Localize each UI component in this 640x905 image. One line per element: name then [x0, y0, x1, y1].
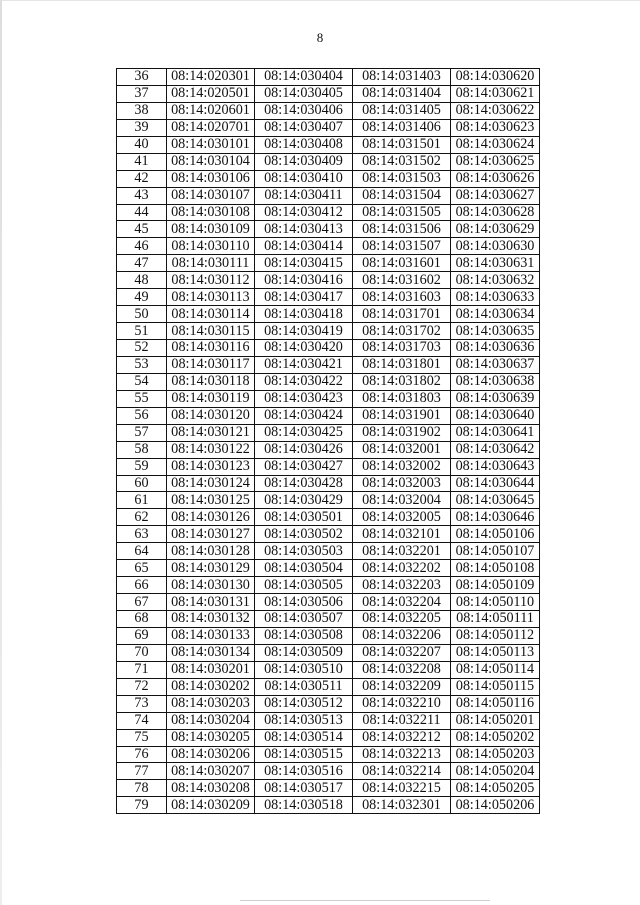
table-row — [117, 323, 540, 340]
table-row — [117, 611, 540, 628]
table-row — [117, 458, 540, 475]
row-number-cell: 53 — [117, 356, 167, 373]
table-row — [117, 170, 540, 187]
cadastral-number-cell-1: 08:14:030115 — [167, 323, 255, 340]
row-number-cell: 68 — [117, 611, 167, 628]
cadastral-number-cell-2: 08:14:030507 — [255, 611, 353, 628]
table-row — [117, 695, 540, 712]
cadastral-number-cell-3: 08:14:032201 — [353, 543, 451, 560]
table-row — [117, 289, 540, 306]
row-number-cell: 79 — [117, 797, 167, 814]
cadastral-number-cell-2: 08:14:030508 — [255, 627, 353, 644]
cadastral-number-cell-1: 08:14:030109 — [167, 221, 255, 238]
cadastral-number-cell-2: 08:14:030414 — [255, 238, 353, 255]
cadastral-number-cell-1: 08:14:030101 — [167, 136, 255, 153]
cadastral-number-cell-4: 08:14:030639 — [451, 390, 540, 407]
cadastral-number-cell-2: 08:14:030411 — [255, 187, 353, 204]
cadastral-number-cell-2: 08:14:030420 — [255, 340, 353, 357]
cadastral-number-cell-1: 08:14:030117 — [167, 356, 255, 373]
row-number-cell: 63 — [117, 526, 167, 543]
cadastral-number-cell-1: 08:14:030127 — [167, 526, 255, 543]
cadastral-number-cell-1: 08:14:030122 — [167, 441, 255, 458]
cadastral-number-cell-2: 08:14:030514 — [255, 729, 353, 746]
cadastral-number-cell-3: 08:14:031702 — [353, 323, 451, 340]
cadastral-number-cell-1: 08:14:030123 — [167, 458, 255, 475]
cadastral-number-cell-3: 08:14:032215 — [353, 780, 451, 797]
table-row — [117, 661, 540, 678]
cadastral-number-cell-1: 08:14:020701 — [167, 119, 255, 136]
cadastral-number-cell-2: 08:14:030410 — [255, 170, 353, 187]
row-number-cell: 45 — [117, 221, 167, 238]
cadastral-number-cell-2: 08:14:030416 — [255, 272, 353, 289]
row-number-cell: 46 — [117, 238, 167, 255]
cadastral-number-cell-3: 08:14:031801 — [353, 356, 451, 373]
cadastral-number-cell-2: 08:14:030417 — [255, 289, 353, 306]
row-number-cell: 69 — [117, 627, 167, 644]
cadastral-number-cell-3: 08:14:031403 — [353, 69, 451, 86]
row-number-cell: 74 — [117, 712, 167, 729]
table-row — [117, 763, 540, 780]
cadastral-number-cell-3: 08:14:031601 — [353, 255, 451, 272]
cadastral-numbers-table — [116, 68, 540, 814]
cadastral-number-cell-4: 08:14:050109 — [451, 577, 540, 594]
cadastral-number-cell-2: 08:14:030517 — [255, 780, 353, 797]
cadastral-number-cell-1: 08:14:020301 — [167, 69, 255, 86]
cadastral-number-cell-1: 08:14:030201 — [167, 661, 255, 678]
cadastral-number-cell-2: 08:14:030426 — [255, 441, 353, 458]
cadastral-number-cell-2: 08:14:030512 — [255, 695, 353, 712]
row-number-cell: 42 — [117, 170, 167, 187]
cadastral-number-cell-3: 08:14:031405 — [353, 102, 451, 119]
cadastral-number-cell-2: 08:14:030509 — [255, 644, 353, 661]
row-number-cell: 70 — [117, 644, 167, 661]
table-row — [117, 678, 540, 695]
table-row — [117, 780, 540, 797]
row-number-cell: 60 — [117, 475, 167, 492]
cadastral-number-cell-4: 08:14:030638 — [451, 373, 540, 390]
table-row — [117, 238, 540, 255]
cadastral-number-cell-1: 08:14:030129 — [167, 560, 255, 577]
cadastral-number-cell-3: 08:14:031506 — [353, 221, 451, 238]
cadastral-number-cell-4: 08:14:030634 — [451, 306, 540, 323]
table-body — [117, 69, 540, 814]
cadastral-number-cell-3: 08:14:032002 — [353, 458, 451, 475]
row-number-cell: 40 — [117, 136, 167, 153]
table-row — [117, 712, 540, 729]
table-row — [117, 492, 540, 509]
cadastral-number-cell-4: 08:14:030643 — [451, 458, 540, 475]
row-number-cell: 59 — [117, 458, 167, 475]
cadastral-number-cell-2: 08:14:030425 — [255, 424, 353, 441]
cadastral-number-cell-3: 08:14:032001 — [353, 441, 451, 458]
scan-edge-bottom — [240, 900, 490, 901]
cadastral-number-cell-4: 08:14:030630 — [451, 238, 540, 255]
cadastral-number-cell-3: 08:14:032301 — [353, 797, 451, 814]
cadastral-number-cell-3: 08:14:032211 — [353, 712, 451, 729]
cadastral-number-cell-3: 08:14:031404 — [353, 85, 451, 102]
cadastral-number-cell-4: 08:14:050110 — [451, 594, 540, 611]
table-row — [117, 577, 540, 594]
cadastral-number-cell-4: 08:14:030625 — [451, 153, 540, 170]
cadastral-number-cell-3: 08:14:031902 — [353, 424, 451, 441]
cadastral-number-cell-1: 08:14:030111 — [167, 255, 255, 272]
cadastral-number-cell-1: 08:14:030133 — [167, 627, 255, 644]
cadastral-number-cell-1: 08:14:030121 — [167, 424, 255, 441]
cadastral-number-cell-3: 08:14:032205 — [353, 611, 451, 628]
cadastral-number-cell-3: 08:14:032208 — [353, 661, 451, 678]
cadastral-number-cell-2: 08:14:030428 — [255, 475, 353, 492]
cadastral-number-cell-3: 08:14:032210 — [353, 695, 451, 712]
cadastral-number-cell-4: 08:14:050206 — [451, 797, 540, 814]
cadastral-number-cell-1: 08:14:030206 — [167, 746, 255, 763]
table-row — [117, 373, 540, 390]
cadastral-number-cell-4: 08:14:030626 — [451, 170, 540, 187]
cadastral-number-cell-1: 08:14:030108 — [167, 204, 255, 221]
row-number-cell: 49 — [117, 289, 167, 306]
cadastral-number-cell-2: 08:14:030407 — [255, 119, 353, 136]
cadastral-number-cell-1: 08:14:020501 — [167, 85, 255, 102]
row-number-cell: 78 — [117, 780, 167, 797]
cadastral-number-cell-4: 08:14:030635 — [451, 323, 540, 340]
cadastral-number-cell-2: 08:14:030427 — [255, 458, 353, 475]
table-row — [117, 272, 540, 289]
cadastral-number-cell-1: 08:14:030125 — [167, 492, 255, 509]
table-row — [117, 204, 540, 221]
cadastral-number-cell-3: 08:14:032005 — [353, 509, 451, 526]
table-row — [117, 424, 540, 441]
row-number-cell: 77 — [117, 763, 167, 780]
cadastral-number-cell-2: 08:14:030502 — [255, 526, 353, 543]
row-number-cell: 66 — [117, 577, 167, 594]
cadastral-number-cell-2: 08:14:030409 — [255, 153, 353, 170]
cadastral-number-cell-4: 08:14:030641 — [451, 424, 540, 441]
cadastral-number-cell-3: 08:14:032003 — [353, 475, 451, 492]
cadastral-number-cell-4: 08:14:030633 — [451, 289, 540, 306]
row-number-cell: 38 — [117, 102, 167, 119]
table-row — [117, 594, 540, 611]
scan-edge-top — [0, 0, 640, 1]
row-number-cell: 44 — [117, 204, 167, 221]
cadastral-number-cell-3: 08:14:031603 — [353, 289, 451, 306]
row-number-cell: 67 — [117, 594, 167, 611]
row-number-cell: 51 — [117, 323, 167, 340]
cadastral-number-cell-4: 08:14:050201 — [451, 712, 540, 729]
table-row — [117, 85, 540, 102]
row-number-cell: 52 — [117, 340, 167, 357]
cadastral-number-cell-4: 08:14:050114 — [451, 661, 540, 678]
cadastral-number-cell-4: 08:14:030623 — [451, 119, 540, 136]
table-row — [117, 69, 540, 86]
cadastral-number-cell-3: 08:14:032213 — [353, 746, 451, 763]
cadastral-number-cell-4: 08:14:030636 — [451, 340, 540, 357]
cadastral-number-cell-2: 08:14:030412 — [255, 204, 353, 221]
cadastral-number-cell-4: 08:14:030631 — [451, 255, 540, 272]
cadastral-number-cell-2: 08:14:030422 — [255, 373, 353, 390]
cadastral-number-cell-1: 08:14:030104 — [167, 153, 255, 170]
cadastral-number-cell-4: 08:14:030620 — [451, 69, 540, 86]
cadastral-table-container — [116, 68, 540, 814]
table-row — [117, 221, 540, 238]
cadastral-number-cell-2: 08:14:030419 — [255, 323, 353, 340]
cadastral-number-cell-1: 08:14:030204 — [167, 712, 255, 729]
cadastral-number-cell-1: 08:14:030120 — [167, 407, 255, 424]
row-number-cell: 36 — [117, 69, 167, 86]
cadastral-number-cell-1: 08:14:030202 — [167, 678, 255, 695]
cadastral-number-cell-2: 08:14:030421 — [255, 356, 353, 373]
cadastral-number-cell-4: 08:14:030624 — [451, 136, 540, 153]
cadastral-number-cell-3: 08:14:031803 — [353, 390, 451, 407]
row-number-cell: 48 — [117, 272, 167, 289]
cadastral-number-cell-4: 08:14:050112 — [451, 627, 540, 644]
table-row — [117, 509, 540, 526]
table-row — [117, 526, 540, 543]
row-number-cell: 57 — [117, 424, 167, 441]
cadastral-number-cell-2: 08:14:030515 — [255, 746, 353, 763]
row-number-cell: 76 — [117, 746, 167, 763]
cadastral-number-cell-4: 08:14:050106 — [451, 526, 540, 543]
table-row — [117, 746, 540, 763]
cadastral-number-cell-2: 08:14:030513 — [255, 712, 353, 729]
row-number-cell: 56 — [117, 407, 167, 424]
cadastral-number-cell-2: 08:14:030504 — [255, 560, 353, 577]
cadastral-number-cell-2: 08:14:030503 — [255, 543, 353, 560]
cadastral-number-cell-3: 08:14:032202 — [353, 560, 451, 577]
row-number-cell: 64 — [117, 543, 167, 560]
cadastral-number-cell-4: 08:14:030627 — [451, 187, 540, 204]
page-number: 8 — [316, 30, 324, 45]
cadastral-number-cell-3: 08:14:032004 — [353, 492, 451, 509]
cadastral-number-cell-3: 08:14:032209 — [353, 678, 451, 695]
cadastral-number-cell-4: 08:14:030640 — [451, 407, 540, 424]
row-number-cell: 71 — [117, 661, 167, 678]
cadastral-number-cell-2: 08:14:030505 — [255, 577, 353, 594]
cadastral-number-cell-2: 08:14:030408 — [255, 136, 353, 153]
cadastral-number-cell-4: 08:14:030644 — [451, 475, 540, 492]
table-row — [117, 560, 540, 577]
cadastral-number-cell-3: 08:14:031504 — [353, 187, 451, 204]
cadastral-number-cell-2: 08:14:030501 — [255, 509, 353, 526]
cadastral-number-cell-3: 08:14:032203 — [353, 577, 451, 594]
cadastral-number-cell-2: 08:14:030415 — [255, 255, 353, 272]
cadastral-number-cell-4: 08:14:050113 — [451, 644, 540, 661]
table-row — [117, 187, 540, 204]
row-number-cell: 43 — [117, 187, 167, 204]
table-row — [117, 153, 540, 170]
table-row — [117, 407, 540, 424]
cadastral-number-cell-3: 08:14:031602 — [353, 272, 451, 289]
cadastral-number-cell-3: 08:14:032204 — [353, 594, 451, 611]
cadastral-number-cell-1: 08:14:030124 — [167, 475, 255, 492]
cadastral-number-cell-3: 08:14:032206 — [353, 627, 451, 644]
cadastral-number-cell-4: 08:14:050115 — [451, 678, 540, 695]
cadastral-number-cell-2: 08:14:030516 — [255, 763, 353, 780]
table-row — [117, 102, 540, 119]
cadastral-number-cell-4: 08:14:030622 — [451, 102, 540, 119]
cadastral-number-cell-4: 08:14:050202 — [451, 729, 540, 746]
cadastral-number-cell-3: 08:14:031901 — [353, 407, 451, 424]
table-row — [117, 255, 540, 272]
cadastral-number-cell-4: 08:14:050111 — [451, 611, 540, 628]
cadastral-number-cell-3: 08:14:031701 — [353, 306, 451, 323]
table-row — [117, 644, 540, 661]
table-row — [117, 543, 540, 560]
cadastral-number-cell-3: 08:14:031505 — [353, 204, 451, 221]
cadastral-number-cell-1: 08:14:030134 — [167, 644, 255, 661]
cadastral-number-cell-3: 08:14:032101 — [353, 526, 451, 543]
table-row — [117, 390, 540, 407]
cadastral-number-cell-2: 08:14:030406 — [255, 102, 353, 119]
table-row — [117, 340, 540, 357]
cadastral-number-cell-2: 08:14:030413 — [255, 221, 353, 238]
cadastral-number-cell-1: 08:14:030118 — [167, 373, 255, 390]
row-number-cell: 58 — [117, 441, 167, 458]
cadastral-number-cell-3: 08:14:031503 — [353, 170, 451, 187]
scan-edge-left — [0, 0, 2, 905]
cadastral-number-cell-4: 08:14:030621 — [451, 85, 540, 102]
cadastral-number-cell-2: 08:14:030404 — [255, 69, 353, 86]
cadastral-number-cell-4: 08:14:030645 — [451, 492, 540, 509]
cadastral-number-cell-3: 08:14:032214 — [353, 763, 451, 780]
cadastral-number-cell-4: 08:14:050107 — [451, 543, 540, 560]
cadastral-number-cell-4: 08:14:050205 — [451, 780, 540, 797]
cadastral-number-cell-3: 08:14:032212 — [353, 729, 451, 746]
cadastral-number-cell-3: 08:14:031501 — [353, 136, 451, 153]
row-number-cell: 73 — [117, 695, 167, 712]
row-number-cell: 37 — [117, 85, 167, 102]
table-row — [117, 475, 540, 492]
table-row — [117, 306, 540, 323]
cadastral-number-cell-2: 08:14:030506 — [255, 594, 353, 611]
cadastral-number-cell-1: 08:14:030205 — [167, 729, 255, 746]
cadastral-number-cell-1: 08:14:030106 — [167, 170, 255, 187]
cadastral-number-cell-3: 08:14:031507 — [353, 238, 451, 255]
row-number-cell: 61 — [117, 492, 167, 509]
table-row — [117, 797, 540, 814]
row-number-cell: 50 — [117, 306, 167, 323]
cadastral-number-cell-3: 08:14:031406 — [353, 119, 451, 136]
cadastral-number-cell-4: 08:14:050204 — [451, 763, 540, 780]
row-number-cell: 39 — [117, 119, 167, 136]
table-row — [117, 441, 540, 458]
cadastral-number-cell-1: 08:14:030114 — [167, 306, 255, 323]
cadastral-number-cell-1: 08:14:030209 — [167, 797, 255, 814]
cadastral-number-cell-4: 08:14:050116 — [451, 695, 540, 712]
table-row — [117, 627, 540, 644]
table-row — [117, 729, 540, 746]
row-number-cell: 75 — [117, 729, 167, 746]
row-number-cell: 72 — [117, 678, 167, 695]
cadastral-number-cell-1: 08:14:030132 — [167, 611, 255, 628]
table-row — [117, 356, 540, 373]
cadastral-number-cell-1: 08:14:030110 — [167, 238, 255, 255]
cadastral-number-cell-3: 08:14:032207 — [353, 644, 451, 661]
row-number-cell: 54 — [117, 373, 167, 390]
cadastral-number-cell-2: 08:14:030424 — [255, 407, 353, 424]
cadastral-number-cell-1: 08:14:030131 — [167, 594, 255, 611]
cadastral-number-cell-2: 08:14:030423 — [255, 390, 353, 407]
cadastral-number-cell-4: 08:14:030637 — [451, 356, 540, 373]
cadastral-number-cell-1: 08:14:030107 — [167, 187, 255, 204]
cadastral-number-cell-1: 08:14:030112 — [167, 272, 255, 289]
cadastral-number-cell-1: 08:14:030113 — [167, 289, 255, 306]
cadastral-number-cell-4: 08:14:030646 — [451, 509, 540, 526]
row-number-cell: 62 — [117, 509, 167, 526]
row-number-cell: 55 — [117, 390, 167, 407]
row-number-cell: 41 — [117, 153, 167, 170]
cadastral-number-cell-4: 08:14:050108 — [451, 560, 540, 577]
table-row — [117, 119, 540, 136]
cadastral-number-cell-1: 08:14:030203 — [167, 695, 255, 712]
cadastral-number-cell-1: 08:14:030207 — [167, 763, 255, 780]
cadastral-number-cell-4: 08:14:050203 — [451, 746, 540, 763]
cadastral-number-cell-3: 08:14:031802 — [353, 373, 451, 390]
cadastral-number-cell-2: 08:14:030518 — [255, 797, 353, 814]
cadastral-number-cell-1: 08:14:020601 — [167, 102, 255, 119]
cadastral-number-cell-1: 08:14:030128 — [167, 543, 255, 560]
cadastral-number-cell-4: 08:14:030632 — [451, 272, 540, 289]
cadastral-number-cell-4: 08:14:030628 — [451, 204, 540, 221]
cadastral-number-cell-1: 08:14:030130 — [167, 577, 255, 594]
row-number-cell: 47 — [117, 255, 167, 272]
cadastral-number-cell-2: 08:14:030510 — [255, 661, 353, 678]
cadastral-number-cell-3: 08:14:031502 — [353, 153, 451, 170]
cadastral-number-cell-1: 08:14:030119 — [167, 390, 255, 407]
cadastral-number-cell-4: 08:14:030629 — [451, 221, 540, 238]
cadastral-number-cell-2: 08:14:030429 — [255, 492, 353, 509]
cadastral-number-cell-2: 08:14:030405 — [255, 85, 353, 102]
table-row — [117, 136, 540, 153]
cadastral-number-cell-2: 08:14:030418 — [255, 306, 353, 323]
cadastral-number-cell-3: 08:14:031703 — [353, 340, 451, 357]
cadastral-number-cell-4: 08:14:030642 — [451, 441, 540, 458]
cadastral-number-cell-1: 08:14:030126 — [167, 509, 255, 526]
cadastral-number-cell-1: 08:14:030116 — [167, 340, 255, 357]
row-number-cell: 65 — [117, 560, 167, 577]
cadastral-number-cell-2: 08:14:030511 — [255, 678, 353, 695]
cadastral-number-cell-1: 08:14:030208 — [167, 780, 255, 797]
